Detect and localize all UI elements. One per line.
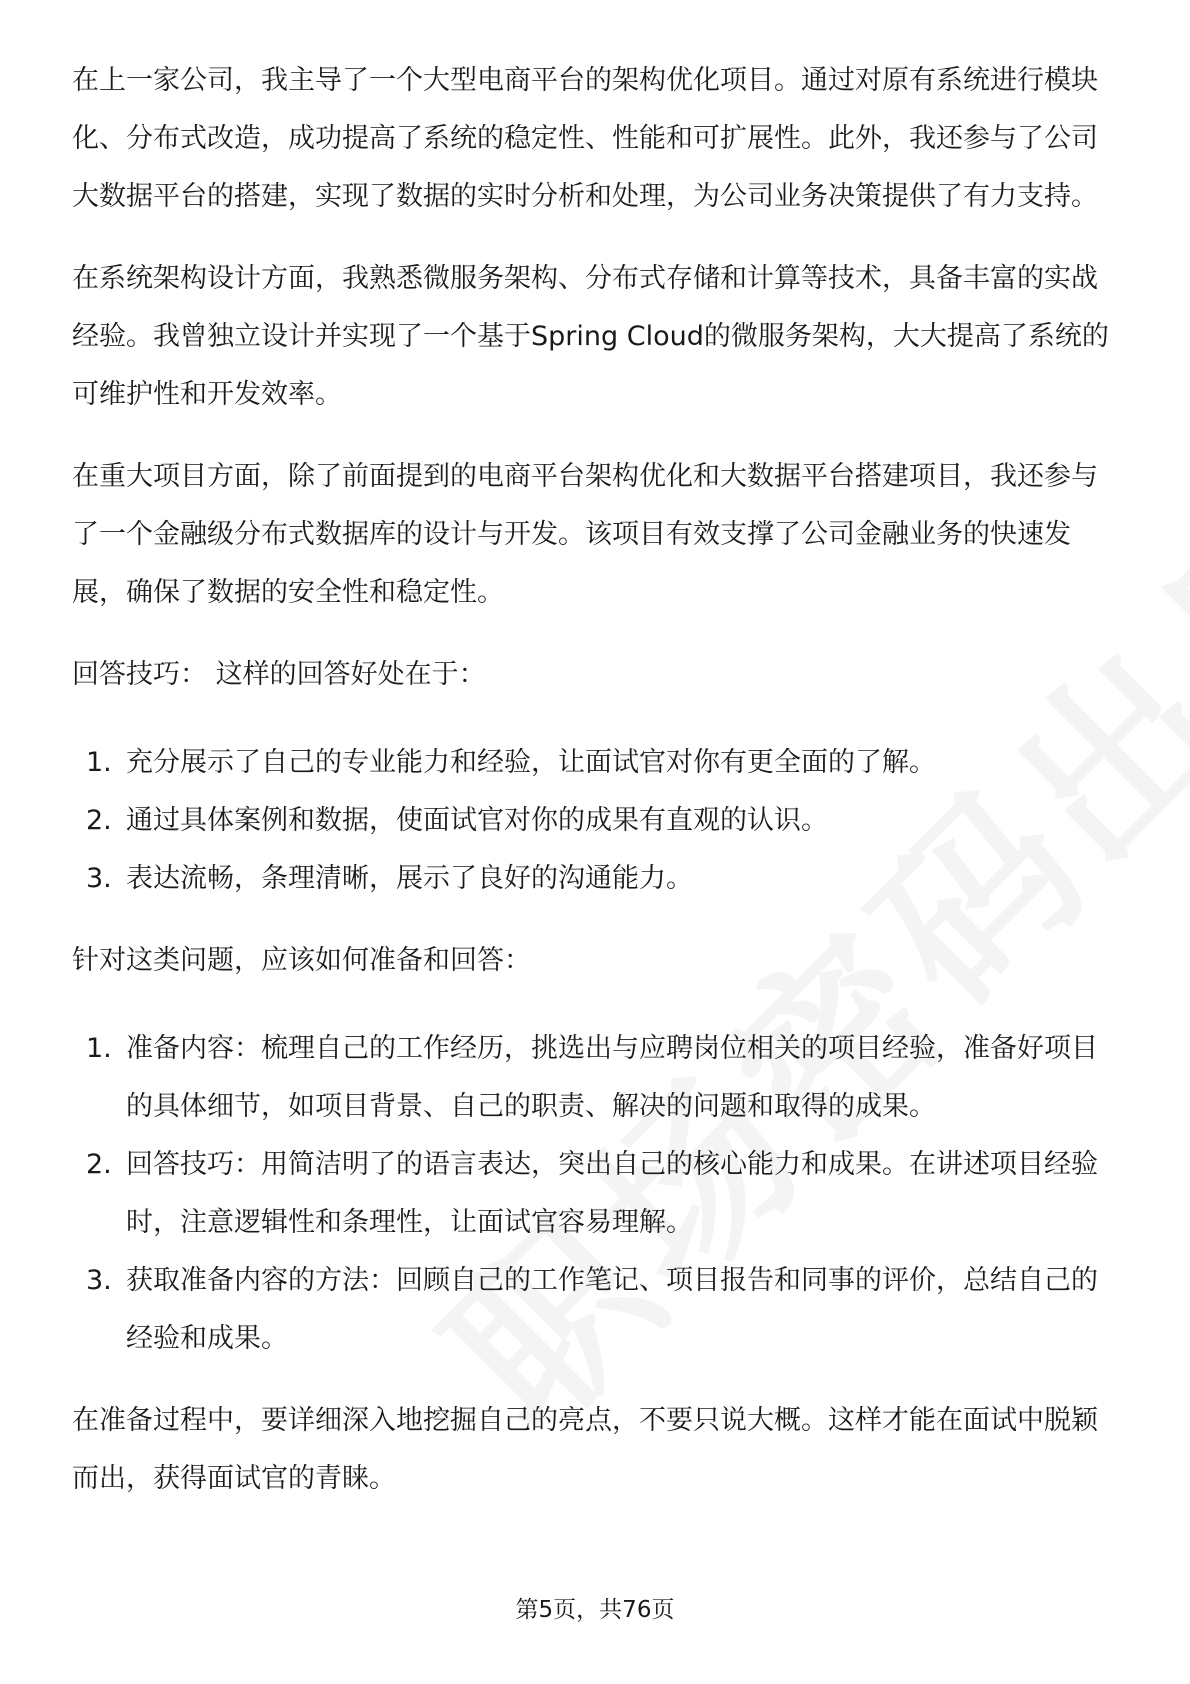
list-number: 1. (86, 1033, 112, 1064)
tips-heading: 回答技巧： 这样的回答好处在于： (72, 659, 486, 690)
prep-list (72, 1020, 1122, 1368)
list-item (72, 1136, 1122, 1252)
list-number: 3. (86, 863, 112, 894)
list-item (72, 1252, 1122, 1368)
paragraph-major-projects: 在重大项目方面，除了前面提到的电商平台架构优化和大数据平台搭建项目，我还参与了一个金融级分布式数据库的设计与开发。该项目有效支撑了公司金融业务的快速发展，确保了数据的安全性和稳定性。 (72, 461, 1098, 608)
list-item-text: 充分展示了自己的专业能力和经验，让面试官对你有更全面的了解。 (126, 747, 936, 778)
list-item-text: 获取准备内容的方法：回顾自己的工作笔记、项目报告和同事的评价，总结自己的经验和成果。 (126, 1265, 1098, 1354)
list-item-text: 准备内容：梳理自己的工作经历，挑选出与应聘岗位相关的项目经验，准备好项目的具体细节，如项目背景、自己的职责、解决的问题和取得的成果。 (126, 1033, 1098, 1122)
list-item (72, 850, 1122, 908)
paragraph-closing: 在准备过程中，要详细深入地挖掘自己的亮点，不要只说大概。这样才能在面试中脱颖而出，获得面试官的青睐。 (72, 1405, 1098, 1494)
document-body (72, 52, 1122, 1532)
list-item (72, 792, 1122, 850)
list-item (72, 734, 1122, 792)
list-number: 3. (86, 1265, 112, 1296)
list-item (72, 1020, 1122, 1136)
list-number: 2. (86, 1149, 112, 1180)
prep-heading: 针对这类问题，应该如何准备和回答： (72, 945, 531, 976)
list-number: 2. (86, 805, 112, 836)
list-number: 1. (86, 747, 112, 778)
list-item-text: 表达流畅，条理清晰，展示了良好的沟通能力。 (126, 863, 693, 894)
tips-list (72, 734, 1122, 908)
list-item-text: 回答技巧：用简洁明了的语言表达，突出自己的核心能力和成果。在讲述项目经验时，注意逻辑性和条理性，让面试官容易理解。 (126, 1149, 1098, 1238)
paragraph-architecture: 在系统架构设计方面，我熟悉微服务架构、分布式存储和计算等技术，具备丰富的实战经验。我曾独立设计并实现了一个基于Spring Cloud的微服务架构，大大提高了系统的可维护性和开发效率。 (72, 263, 1109, 410)
list-item-text: 通过具体案例和数据，使面试官对你的成果有直观的认识。 (126, 805, 828, 836)
page-number: 第5页，共76页 (515, 1597, 675, 1623)
paragraph-experience: 在上一家公司，我主导了一个大型电商平台的架构优化项目。通过对原有系统进行模块化、分布式改造，成功提高了系统的稳定性、性能和可扩展性。此外，我还参与了公司大数据平台的搭建，实现了数据的实时分析和处理，为公司业务决策提供了有力支持。 (72, 65, 1098, 212)
